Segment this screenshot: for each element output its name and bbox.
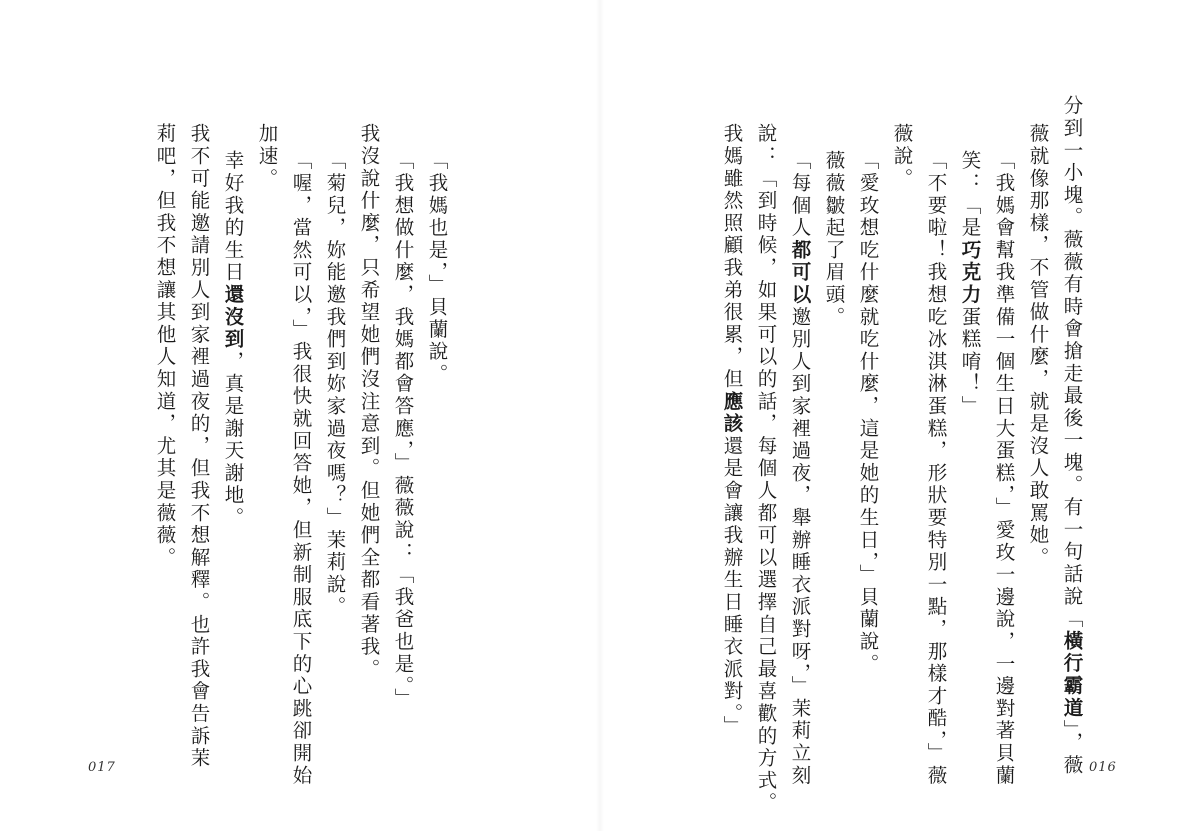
text-run: 莉吧，但我不想讓其他人知道，尤其是薇薇。 bbox=[153, 123, 177, 569]
emphasis-text: 都可以 bbox=[788, 239, 812, 307]
text-column bbox=[926, 150, 946, 787]
text-column bbox=[824, 150, 844, 328]
right-page bbox=[600, 0, 1200, 831]
text-column bbox=[858, 150, 878, 675]
text-column bbox=[291, 150, 311, 787]
page-number-right: 016 bbox=[1089, 760, 1117, 775]
emphasis-text: 還沒到 bbox=[221, 283, 245, 351]
text-run: 「我想做什麼，我媽都會答應，」薇薇說：「我爸也是。」 bbox=[391, 150, 415, 711]
text-run: 薇薇皺起了眉頭。 bbox=[822, 150, 846, 329]
text-column bbox=[756, 123, 776, 814]
text-column bbox=[257, 123, 277, 190]
text-column bbox=[427, 150, 447, 386]
text-run: 「菊兒，妳能邀我們到妳家過夜嗎？」茉莉說。 bbox=[323, 150, 347, 619]
text-run: ，真是謝天謝地。 bbox=[221, 350, 245, 530]
emphasis-text: 應該 bbox=[720, 390, 744, 436]
text-run: 我媽雖然照顧我弟很累，但 bbox=[720, 123, 744, 391]
text-run: 「我媽也是，」貝蘭說。 bbox=[425, 150, 449, 386]
text-column bbox=[994, 150, 1014, 787]
text-column bbox=[960, 150, 980, 418]
text-run: 加速。 bbox=[255, 123, 279, 190]
text-run: 幸好我的生日 bbox=[221, 150, 245, 284]
text-run: 「愛玫想吃什麼就吃什麼，這是她的生日，」貝蘭說。 bbox=[856, 150, 880, 676]
text-run: 「我媽會幫我準備一個生日大蛋糕，」愛玫一邊說，一邊對著貝蘭 bbox=[992, 150, 1016, 787]
text-column bbox=[155, 123, 175, 569]
emphasis-text: 橫行霸道 bbox=[1060, 630, 1084, 720]
text-column bbox=[1028, 123, 1048, 569]
text-column bbox=[790, 150, 810, 787]
text-column bbox=[1062, 95, 1082, 777]
text-run: 我不可能邀請別人到家裡過夜的，但我不想解釋。也許我會告訴茉 bbox=[187, 123, 211, 770]
text-run: 薇就像那樣，不管做什麼，就是沒人敢罵她。 bbox=[1026, 123, 1050, 569]
text-run: 還是會讓我辦生日睡衣派對。」 bbox=[720, 435, 744, 738]
text-column bbox=[223, 150, 243, 529]
text-run: 邀別人到家裡過夜，舉辦睡衣派對呀，」茉莉立刻 bbox=[788, 306, 812, 787]
page-number-left: 017 bbox=[88, 760, 116, 775]
text-column bbox=[722, 123, 742, 738]
text-run: 說：「到時候，如果可以的話，每個人都可以選擇自己最喜歡的方式。 bbox=[754, 123, 778, 815]
text-column bbox=[359, 123, 379, 681]
text-run: 薇說。 bbox=[890, 123, 914, 190]
text-run: 」，薇 bbox=[1060, 719, 1084, 777]
text-run: 我沒說什麼，只希望她們沒注意到。但她們全都看著我。 bbox=[357, 123, 381, 681]
text-run: 「喔，當然可以，」我很快就回答她，但新制服底下的心跳卻開始 bbox=[289, 150, 313, 787]
text-run: 笑：「是 bbox=[958, 150, 982, 240]
text-column bbox=[892, 123, 912, 190]
emphasis-text: 巧克力 bbox=[958, 239, 982, 307]
text-column bbox=[189, 123, 209, 770]
text-run: 「每個人 bbox=[788, 150, 812, 240]
text-column bbox=[325, 150, 345, 618]
text-run: 「不要啦！我想吃冰淇淋蛋糕，形狀要特別一點，那樣才酷，」薇 bbox=[924, 150, 948, 787]
text-run: 分到一小塊。薇薇有時會搶走最後一塊。有一句話說「 bbox=[1060, 95, 1084, 631]
text-column bbox=[393, 150, 413, 710]
text-run: 蛋糕唷！」 bbox=[958, 306, 982, 418]
